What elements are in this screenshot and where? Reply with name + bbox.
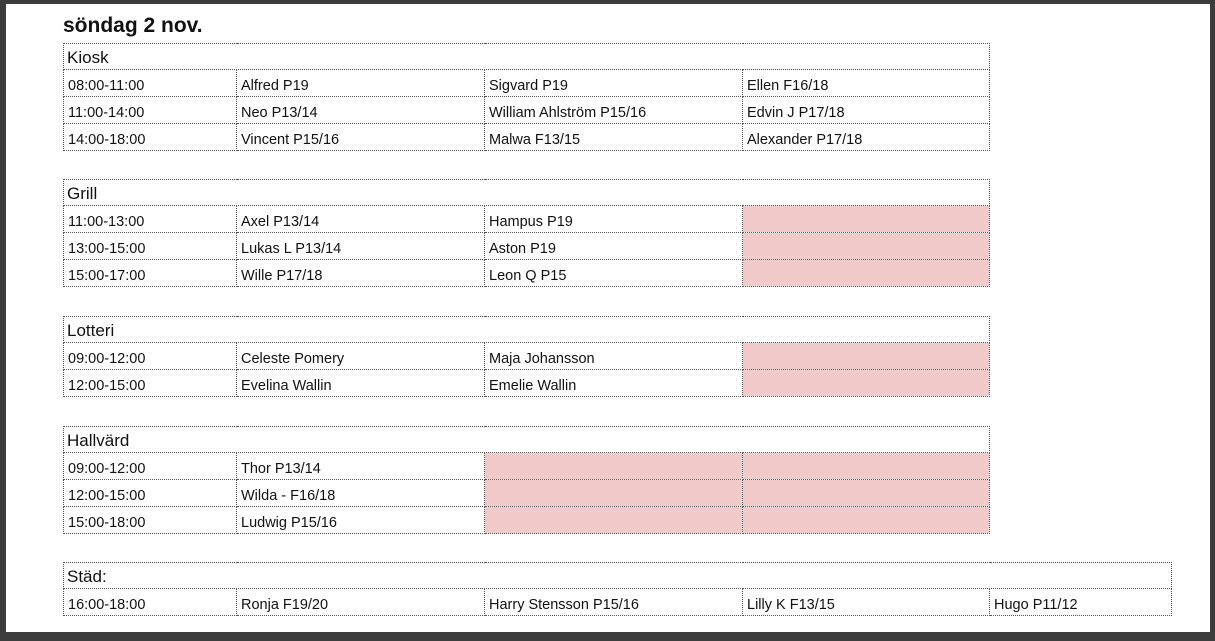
time-cell: 08:00-11:00: [64, 70, 237, 97]
empty-slot-cell: [743, 343, 990, 370]
empty-slot-cell: [485, 453, 743, 480]
person-cell: Aston P19: [485, 233, 743, 260]
section-title: Kiosk: [64, 44, 990, 70]
person-cell: Leon Q P15: [485, 260, 743, 287]
time-cell: 13:00-15:00: [64, 233, 237, 260]
time-cell: 15:00-17:00: [64, 260, 237, 287]
table-row: [64, 480, 990, 507]
table-row: [64, 233, 990, 260]
time-cell: 09:00-12:00: [64, 453, 237, 480]
section-header-row: [64, 44, 990, 70]
section-title: Städ:: [64, 563, 1172, 589]
person-cell: Sigvard P19: [485, 70, 743, 97]
time-cell: 11:00-14:00: [64, 97, 237, 124]
table-row: [64, 124, 990, 151]
person-cell: Axel P13/14: [237, 206, 485, 233]
section-header-row: [64, 427, 990, 453]
section-lotteri: [63, 316, 990, 397]
time-cell: 09:00-12:00: [64, 343, 237, 370]
empty-slot-cell: [485, 507, 743, 534]
section-title: Lotteri: [64, 317, 990, 343]
person-cell: Hampus P19: [485, 206, 743, 233]
section-hallvard: [63, 426, 990, 534]
person-cell: Harry Stensson P15/16: [485, 589, 743, 616]
person-cell: Emelie Wallin: [485, 370, 743, 397]
person-cell: Maja Johansson: [485, 343, 743, 370]
person-cell: Ronja F19/20: [237, 589, 485, 616]
time-cell: 11:00-13:00: [64, 206, 237, 233]
section-stad: [63, 562, 1172, 616]
person-cell: Lilly K F13/15: [743, 589, 990, 616]
empty-slot-cell: [743, 507, 990, 534]
person-cell: William Ahlström P15/16: [485, 97, 743, 124]
empty-slot-cell: [485, 480, 743, 507]
person-cell: Ellen F16/18: [743, 70, 990, 97]
empty-slot-cell: [743, 233, 990, 260]
section-kiosk: [63, 43, 990, 151]
empty-slot-cell: [743, 370, 990, 397]
person-cell: Ludwig P15/16: [237, 507, 485, 534]
table-row: [64, 507, 990, 534]
time-cell: 12:00-15:00: [64, 480, 237, 507]
empty-slot-cell: [743, 453, 990, 480]
person-cell: Neo P13/14: [237, 97, 485, 124]
section-title: Hallvärd: [64, 427, 990, 453]
empty-slot-cell: [743, 260, 990, 287]
section-grill: [63, 179, 990, 287]
time-cell: 16:00-18:00: [64, 589, 237, 616]
empty-slot-cell: [743, 206, 990, 233]
page-title: söndag 2 nov.: [63, 14, 203, 37]
person-cell: Hugo P11/12: [990, 589, 1172, 616]
person-cell: Celeste Pomery: [237, 343, 485, 370]
time-cell: 12:00-15:00: [64, 370, 237, 397]
table-row: [64, 370, 990, 397]
table-row: [64, 97, 990, 124]
person-cell: Edvin J P17/18: [743, 97, 990, 124]
table-row: [64, 206, 990, 233]
section-title: Grill: [64, 180, 990, 206]
person-cell: Wille P17/18: [237, 260, 485, 287]
section-header-row: [64, 563, 1172, 589]
person-cell: Malwa F13/15: [485, 124, 743, 151]
time-cell: 15:00-18:00: [64, 507, 237, 534]
time-cell: 14:00-18:00: [64, 124, 237, 151]
empty-slot-cell: [743, 480, 990, 507]
person-cell: Wilda - F16/18: [237, 480, 485, 507]
person-cell: Lukas L P13/14: [237, 233, 485, 260]
person-cell: Alexander P17/18: [743, 124, 990, 151]
table-row: [64, 70, 990, 97]
section-header-row: [64, 180, 990, 206]
table-row: [64, 453, 990, 480]
table-row: [64, 589, 1172, 616]
person-cell: Thor P13/14: [237, 453, 485, 480]
person-cell: Evelina Wallin: [237, 370, 485, 397]
section-header-row: [64, 317, 990, 343]
person-cell: Vincent P15/16: [237, 124, 485, 151]
table-row: [64, 343, 990, 370]
person-cell: Alfred P19: [237, 70, 485, 97]
table-row: [64, 260, 990, 287]
